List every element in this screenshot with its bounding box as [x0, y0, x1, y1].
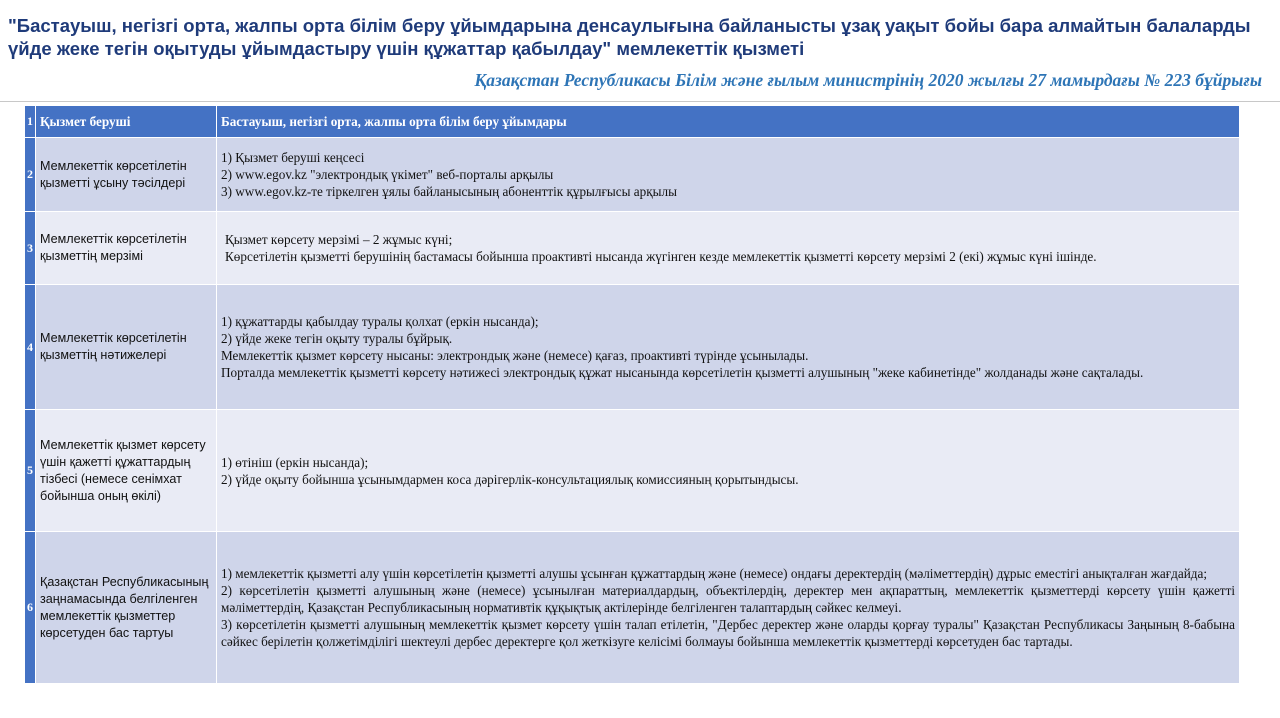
row-value: [217, 410, 1240, 532]
header-label-cell: Қызмет беруші: [36, 106, 217, 138]
row-number: 3: [25, 212, 36, 285]
list-item: 3) www.egov.kz-те тіркелген ұялы байланысының абоненттік құрылғысы арқылы: [221, 184, 677, 199]
table-row: [25, 212, 1240, 285]
list-item: 1) өтініш (еркін нысанда);: [221, 454, 369, 470]
table-row: [25, 285, 1240, 410]
table-row: [25, 532, 1240, 684]
table-row: [25, 138, 1240, 212]
list-item: 1) Қызмет беруші кеңсесі: [221, 150, 365, 165]
row-label: Мемлекеттік көрсетілетін қызметті ұсыну тәсілдері: [36, 138, 217, 212]
list-item: Көрсетілетін қызметті берушінің бастамасы бойынша проактивті нысанда жүгінген кезде мемлекеттік қызметті көрсету мерзімі 2 (екі) жұмыс күні ішінде.: [225, 249, 1097, 264]
list-item: Порталда мемлекеттік қызметті көрсету нәтижесі электрондық құжат нысанында көрсетілетін қызметті алушының "жеке кабинетінде" жолданады және сақталады.: [221, 365, 1144, 380]
row-number: 4: [25, 285, 36, 410]
list-item: 2) көрсетілетін қызметті алушының және (немесе) ұсынылған материалдардың, объектілердің, деректер мен ақпараттың, мемлекеттік қызметтерді көрсету үшін қажетті мәліметтердің, Қазақстан Республикасының нормативтік құқықтық актілерінде белгіленген талаптардың сәйкес келмеуі.: [221, 583, 1235, 615]
list-item: Мемлекеттік қызмет көрсету нысаны: электрондық және (немесе) қағаз, проактивті түрінде ұсынылады.: [221, 348, 809, 363]
list-item: 3) көрсетілетін қызметті алушының мемлекеттік қызмет көрсету үшін талап етілетін, "Дербес деректер және оларды қорғау туралы" Қазақстан Республикасы Заңының 8-бабына сәйкес берілетін қолжетімділігі шектеулі дербес деректерге қол жеткізуге келісімі болмауы бойынша мемлекеттік қызметтерді көрсетуден бас тартады.: [221, 617, 1235, 649]
list-item: 2) үйде оқыту бойынша ұсынымдармен коса дәрігерлік-консультациялық комиссияның қорытындысы.: [221, 471, 799, 487]
list-item: 1) құжаттарды қабылдау туралы қолхат (еркін нысанда);: [221, 314, 539, 329]
row-number: 1: [25, 106, 36, 138]
row-number: 5: [25, 410, 36, 532]
order-reference: Қазақстан Республикасы Білім және ғылым министрінің 2020 жылғы 27 мамырдағы № 223 бұйрығы: [474, 70, 1262, 90]
list-item: 2) үйде жеке тегін оқыту туралы бұйрық.: [221, 331, 453, 346]
header-divider: [0, 101, 1280, 102]
list-item: 2) www.egov.kz "электрондық үкімет" веб-порталы арқылы: [221, 167, 554, 182]
table-header-row: [25, 106, 1240, 138]
row-value: [217, 285, 1240, 410]
row-value: [217, 532, 1240, 684]
row-label: Қазақстан Республикасының заңнамасында белгіленген мемлекеттік қызметтер көрсетуден бас тартуы: [36, 532, 217, 684]
row-label: Мемлекеттік көрсетілетін қызметтің нәтижелері: [36, 285, 217, 410]
row-number: 2: [25, 138, 36, 212]
header-value-cell: Бастауыш, негізгі орта, жалпы орта білім беру ұйымдары: [217, 106, 1240, 138]
row-value: [217, 138, 1240, 212]
row-number: 6: [25, 532, 36, 684]
table-row: [25, 410, 1240, 532]
list-item: 1) мемлекеттік қызметті алу үшін көрсетілетін қызметті алушы ұсынған құжаттардың және (немесе) ондағы деректердің (мәліметтердің) дұрыс еместігі анықталған жағдайда;: [221, 566, 1208, 581]
row-label: Мемлекеттік қызмет көрсету үшін қажетті құжаттардың тізбесі (немесе сенімхат бойынша оның өкілі): [36, 410, 217, 532]
page-title: "Бастауыш, негізгі орта, жалпы орта білім беру ұйымдарына денсаулығына байланысты ұзақ уақыт бойы бара алмайтын балаларды үйде жеке тегін оқытуды ұйымдастыру үшін құжаттар қабылдау" мемлекеттік қызметі: [8, 15, 1251, 59]
row-label: Мемлекеттік көрсетілетін қызметтің мерзімі: [36, 212, 217, 285]
row-value: [217, 212, 1240, 285]
list-item: Қызмет көрсету мерзімі – 2 жұмыс күні;: [225, 232, 453, 247]
service-table: [24, 105, 1240, 684]
